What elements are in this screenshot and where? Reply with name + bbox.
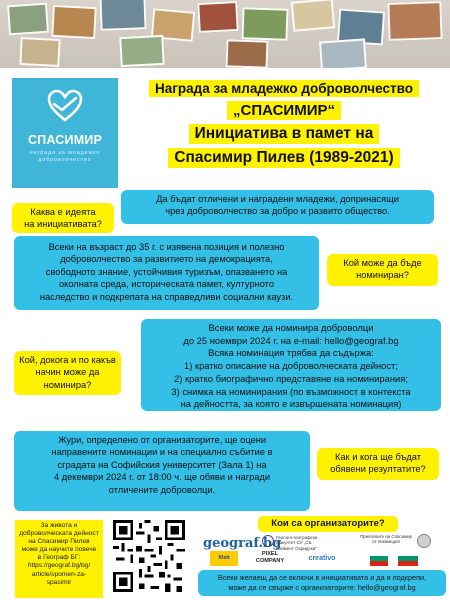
note-line: може да научите повече (21, 546, 97, 554)
bulgaria-crest-icon (370, 551, 388, 566)
page-title (124, 80, 444, 172)
answer-line: 2) кратко биографично представяне на номинирания; (174, 372, 408, 384)
photo-card (7, 3, 49, 36)
question-how (14, 351, 121, 395)
geograf-logo-text: geograf.bg (203, 536, 282, 551)
photo-card (387, 1, 442, 41)
pixel-logo (248, 551, 292, 566)
photo-card (319, 38, 367, 68)
note-line: доброволческата дейност (19, 530, 99, 538)
question-line: обявени резултатите? (330, 464, 426, 475)
answer-line: 4 декември 2024 г. от 18:00 ч. ще обяви и награди (53, 472, 271, 483)
qr-code (113, 520, 185, 592)
answer-line: 3) снимка на номинирания (по възможност в контекста (171, 385, 411, 397)
answer-line: доброволчество за развитието на демокрацията, (60, 254, 273, 265)
title-line-3: Инициатива в памет на (189, 124, 380, 144)
answer-line: отличените доброволци. (108, 484, 216, 495)
title-line-1: Награда за младежко доброволчество (149, 80, 419, 97)
note-line: За живота и (40, 522, 78, 529)
photo-card (99, 0, 146, 31)
question-idea (12, 203, 114, 233)
klett-logo (210, 551, 238, 566)
faculty-seal-icon (262, 535, 274, 547)
logo-tagline: награда за младежко доброволчество (29, 150, 101, 163)
bulgaria-flag-icon (398, 551, 418, 566)
photo-card (197, 1, 239, 33)
note-link[interactable]: spasimir (46, 578, 72, 586)
question-line: на инициативата? (24, 219, 102, 230)
photo-card (226, 39, 269, 68)
answer-line: направените номинации и на специално събитие в (51, 447, 273, 458)
answer-idea (121, 190, 434, 224)
klett-logo-text: Klett (218, 555, 230, 561)
answer-line: чрез доброволчество за добро и развито общество. (165, 206, 390, 217)
partner-logos (200, 551, 444, 567)
question-line: номиниран? (356, 270, 409, 281)
photo-card (19, 37, 60, 67)
logo-name: СПАСИМИР (27, 133, 103, 147)
header-photo (0, 0, 450, 68)
photo-card (119, 35, 165, 67)
answer-line: до 25 ноември 2024 г. на e-mail: hello@geograf.bg (183, 334, 399, 346)
answer-nominees (14, 236, 319, 310)
answer-line: околната среда, историческата памет, културното (58, 279, 275, 290)
answer-line: 1) кратко описание на доброволческата дейност; (184, 360, 398, 372)
question-line: номинира? (43, 379, 92, 390)
answer-results (14, 431, 310, 511)
spasimir-logo (12, 78, 118, 188)
contact-line: Всеки желаещ да се включи в инициативата и да я подкрепи, (217, 573, 427, 582)
answer-line: Да бъдат отличени и наградени младежи, допринасящи (156, 194, 399, 204)
friends-logo (358, 534, 414, 545)
question-results (317, 448, 439, 480)
friends-logo-text: Приятелите на Спасимир от Уикимедия (360, 534, 412, 545)
question-line: Как и кога ще бъдат (334, 452, 422, 462)
question-line: Кой може да бъде (343, 258, 422, 268)
title-line-2: „СПАСИМИР“ (227, 101, 341, 120)
faculty-logo-text: Геолого-географски факултет СУ „Св. Климент Охридски“ (276, 535, 318, 551)
pixel-logo-text: PIXEL COMPANY (255, 551, 285, 564)
answer-how (141, 319, 441, 411)
answer-line: Всеки може да номинира доброволци (208, 322, 374, 333)
answer-line: Всяка номинация трябва да съдържа: (208, 347, 374, 359)
question-line: начин може да (35, 367, 100, 378)
photo-card (241, 7, 288, 41)
question-line: Каква е идеята (30, 207, 96, 217)
title-line-4: Спасимир Пилев (1989-2021) (168, 148, 399, 168)
organizer-logos (200, 530, 444, 568)
wikimedia-icon (417, 534, 431, 548)
note-link[interactable]: https://geograf.bg/bg/ (27, 562, 91, 570)
answer-line: на дейността, за която е извършената номинация) (180, 398, 402, 410)
answer-line: Всеки на възраст до 35 г. с изявена позиция и полезно (48, 242, 285, 252)
note-line: на Спасимир Пилев (28, 538, 90, 546)
answer-line: сградата на Софийския университет (Зала 1) на (57, 459, 267, 470)
creativo-logo-text: creativo (308, 555, 336, 562)
answer-line: свободното знание, устойчивия туризъм, опазването на (45, 266, 288, 277)
photo-card (51, 5, 97, 39)
organizers-contact (198, 570, 446, 596)
question-line: Кой, докога и по какъв (19, 355, 116, 365)
note-link[interactable]: article/spomen-za- (31, 570, 87, 578)
learn-more-note (15, 520, 103, 598)
heart-hands-icon (45, 86, 85, 126)
answer-line: Жури, определено от организаторите, ще оцени (57, 435, 267, 445)
note-line: в Географ БГ: (37, 554, 81, 562)
answer-line: наследство и подкрепата на справедливи социални каузи. (39, 291, 294, 302)
question-nominees (327, 254, 438, 286)
contact-line: може да се свърже с организаторите: hello@geograf.bg (228, 583, 416, 592)
organizers-title: Кои са организаторите? (258, 516, 398, 532)
creativo-logo (300, 551, 344, 566)
photo-card (291, 0, 335, 32)
